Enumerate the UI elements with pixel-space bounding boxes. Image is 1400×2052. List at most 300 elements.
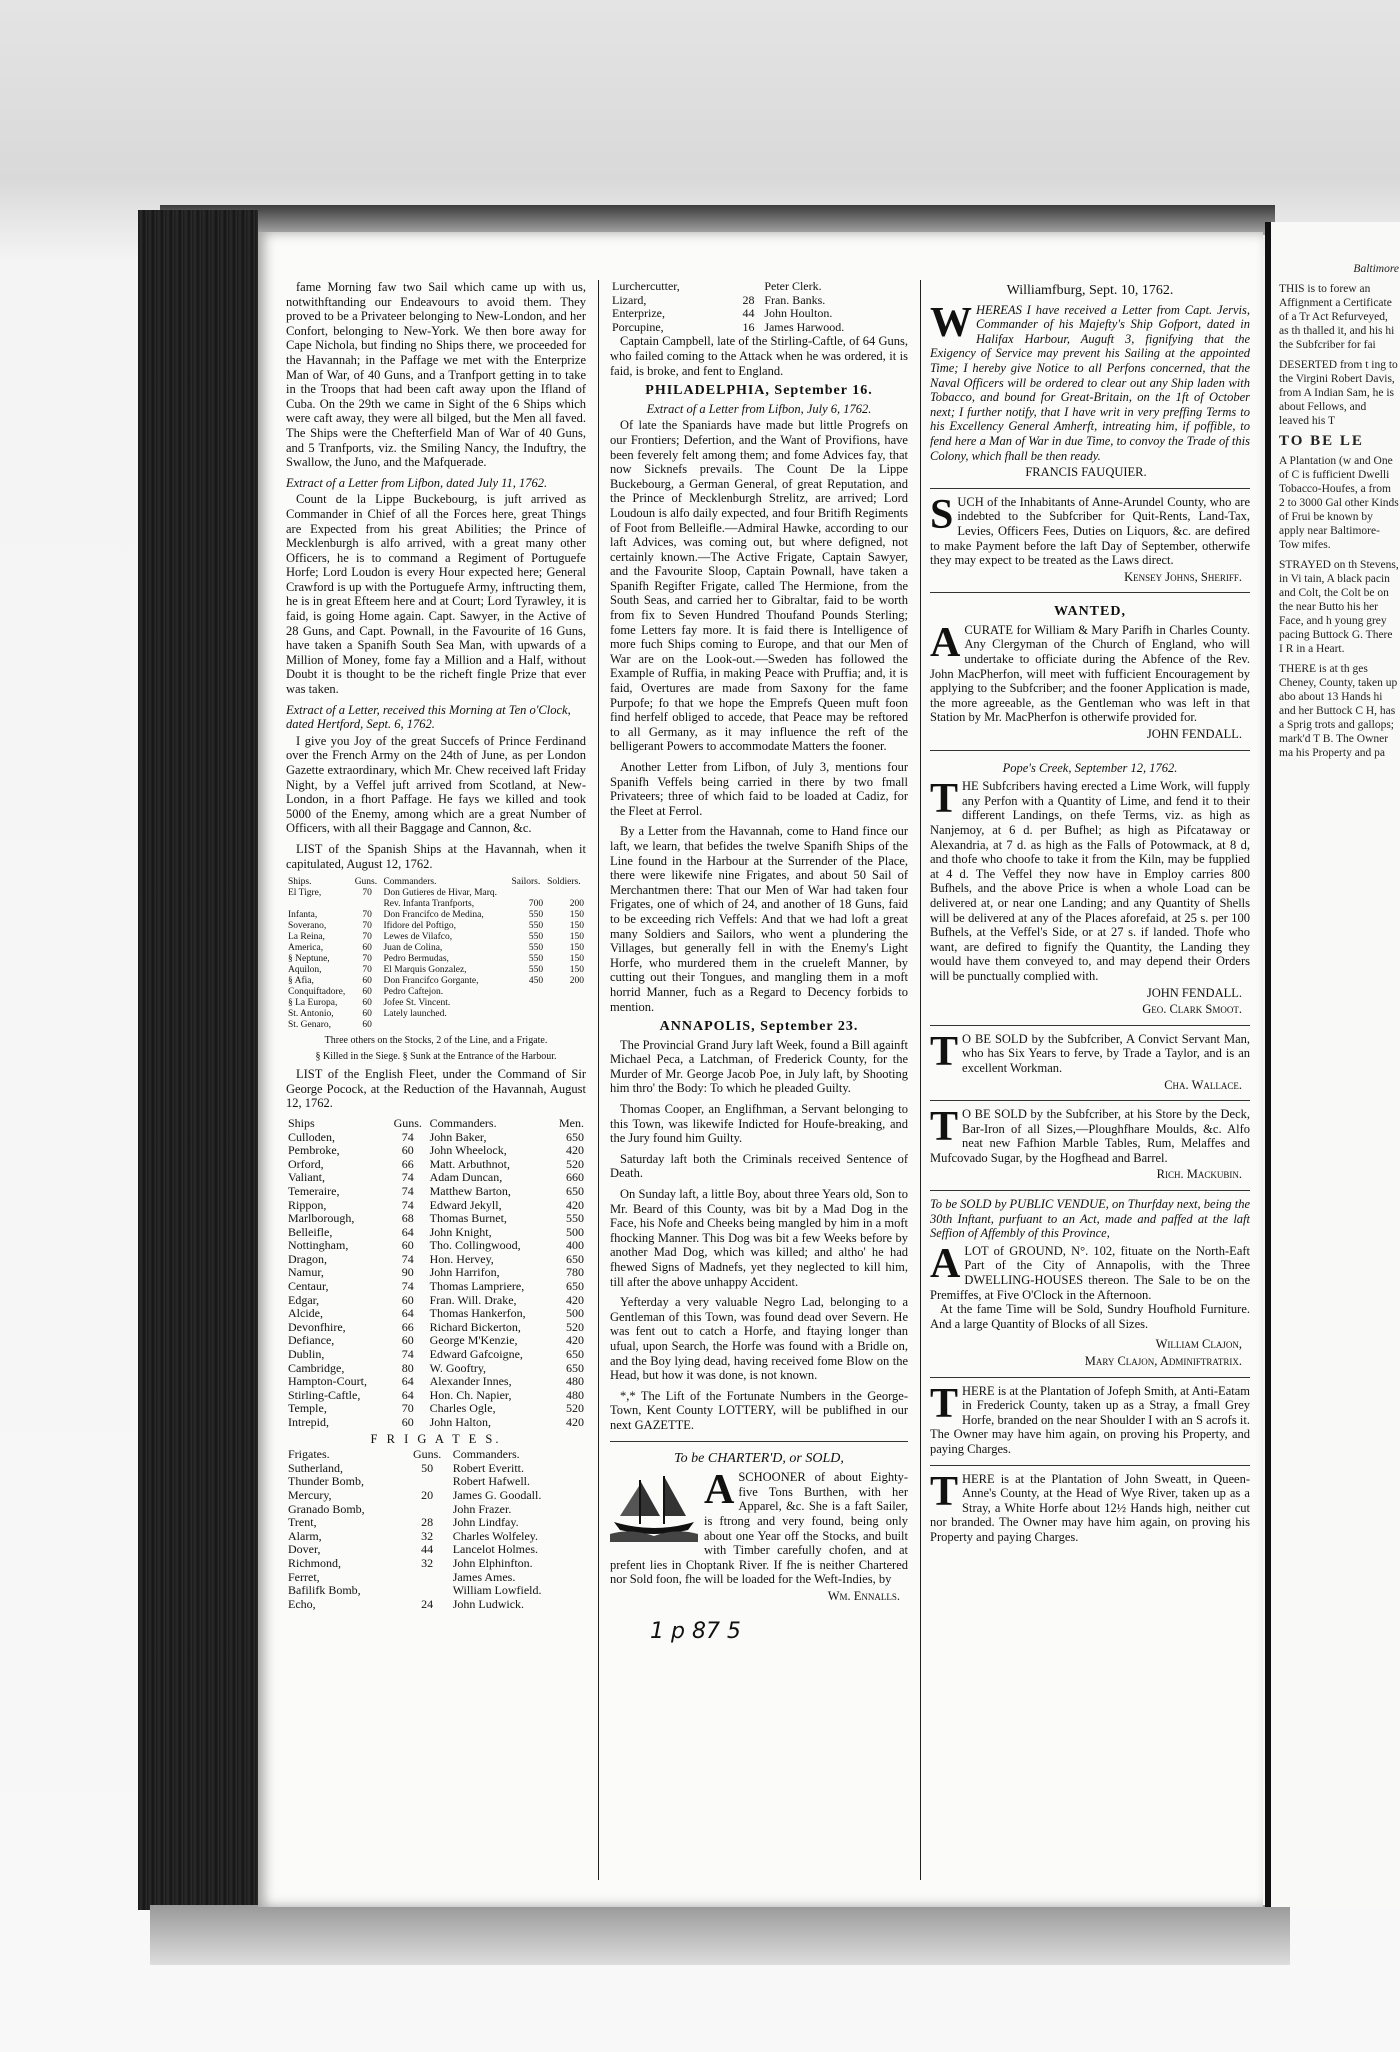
table-cell: 44: [421, 1542, 434, 1557]
frigate-row: [286, 1462, 586, 1476]
english-ship-row: [286, 1416, 586, 1430]
store-advertisement: [930, 1100, 1250, 1182]
proclamation-text: HEREAS I have received a Letter from Capt. Jervis, Commander of his Majefty's Ship Gofport, dated in Halifax Harbour, Auguft 3, fignifying that the Exigency of Service may prevent his Sailing at the appointed Time; I hereby give Notice to all Perfons concerned, that the Naval Officers will be ordered to clear out any Ship laden with Tobacco, and bound for Great-Britain, on the 1ft of October next; I further notify, that I have writ in very preffing Terms to his Excellency General Amherft, intreating him, if poffible, to fend here a Man of War in due Time, to convoy the Trade of this Colony, which fhall be then ready.: [930, 302, 1250, 463]
table-cell: Namur,: [288, 1265, 324, 1280]
table-cell: 64: [401, 1387, 414, 1402]
english-ship-row: [286, 1239, 586, 1253]
table-cell: Fran. Will. Drake,: [429, 1292, 517, 1307]
lisbon-letter-body: Count de la Lippe Buckebourg, is juft arrived as Commander in Chief of all the Forces here, great Things are Expected from his great Abilities; the Prince of Mecklenburgh is alfo arrived, with a great many other Officers, he is to command a Regiment of Portuguefe Horfe; Lord Loudon is every Hour expected here; General Crawford is up with the Portuguefe Army, inftructing them, he is in great Efteem here and at Court; Lord Tyrawley, it is faid, is going Home again. Capt. Sawyer, in the Active of 28 Guns, and Capt. Pownall, in the Favourite of 16 Guns, have taken a Spanifh South Sea Man, with upwards of a Million of Money, fome fay a Million and a Half, without Doubt it is thought to be the richeft fingle Prize that ever was taken.: [286, 492, 586, 697]
table-cell: Centaur,: [288, 1279, 329, 1294]
table-cell: Mercury,: [288, 1487, 332, 1502]
frigate-row: [286, 1543, 586, 1557]
table-cell: Valiant,: [288, 1170, 325, 1185]
table-cell: John Halton,: [429, 1415, 491, 1429]
table-cell: 60: [401, 1292, 414, 1307]
spanish-ship-row: [286, 932, 586, 943]
drop-cap: W: [930, 299, 972, 346]
hertford-letter-heading: Extract of a Letter, received this Morning at Ten o'Clock, dated Hertford, Sept. 6, 1762.: [286, 702, 571, 732]
table-cell: Lurchercutter,: [612, 280, 680, 293]
table-cell: 60: [401, 1333, 414, 1348]
english-ship-row: [286, 1144, 586, 1158]
charter-signature: Wm. Ennalls.: [827, 1588, 900, 1603]
table-cell: 70: [362, 910, 372, 921]
spanish-ship-row: [286, 976, 586, 987]
vendue-heading: To be SOLD by PUBLIC VENDUE, on Thurfday next, being the 30th Inftant, purfuant to an Act, made and paffed at the laft Seffion of Affembly of this Province,: [930, 1197, 1250, 1241]
annapolis-body: Thomas Cooper, an Englifhman, a Servant belonging to this Town, was likewife Indicted for Houfe-breaking, and the Jury found him Guilty.: [610, 1102, 908, 1146]
table-cell: Pedro Caftejon.: [383, 987, 444, 998]
table-cell: James G. Goodall.: [452, 1487, 542, 1502]
table-cell: Ferret,: [288, 1569, 320, 1584]
table-cell: 550: [528, 943, 544, 954]
frigate-row: [286, 1516, 586, 1530]
table-cell: Rev. Infanta Tranfports,: [383, 899, 475, 910]
article-intro: fame Morning faw two Sail which came up with us, notwithftanding our Endeavours to avoid them. They proved to be a Privateer belonging to New-London, and her Confort, belonging to New-York. We then bore away for Cape Nichola, but finding no Ships there, we proceeded for the Havannah; in the Paffage we met with the Enterprize Man of War, of 40 Guns, and a Tranfport getting in to take in the Troops that had been caft away upon the Ifland of Cuba. On the 29th we came in Sight of the 6 Ships which were caft away, they were all bilged, but the Men all faved. The Ships were the Chefterfield Man of War of 40 Guns, and 5 Tranfports, viz. the Smiling Nancy, the Induftry, the Swallow, the Juno, and the Mafquerade.: [286, 280, 586, 470]
spanish-ships-heading: LIST of the Spanish Ships at the Havannah, when it capitulated, August 12, 1762.: [286, 841, 586, 871]
table-cell: Charles Wolfeley.: [452, 1528, 539, 1543]
frigate-row: [286, 1557, 586, 1571]
frigate-row: [286, 1584, 586, 1598]
table-cell: 400: [566, 1238, 584, 1253]
lime-work-signature: Geo. Clark Smoot.: [1142, 1002, 1242, 1017]
table-cell: Aquilon,: [288, 965, 322, 976]
table-cell: Juan de Colina,: [383, 943, 443, 954]
table-cell: 28: [421, 1515, 434, 1530]
english-ship-row: [286, 1199, 586, 1213]
table-cell: 60: [362, 943, 372, 954]
table-cell: 32: [421, 1555, 434, 1570]
table-cell: 520: [566, 1319, 584, 1334]
table-cell: Adam Duncan,: [429, 1170, 503, 1185]
table-cell: [404, 1584, 451, 1598]
table-cell: Trent,: [288, 1515, 317, 1530]
lime-work-advertisement: [930, 750, 1250, 1017]
table-cell: Intrepid,: [288, 1415, 329, 1429]
table-cell: 64: [401, 1374, 414, 1389]
column-header: Soldiers.: [547, 877, 581, 888]
hertford-letter-body: I give you Joy of the great Succefs of Prince Ferdinand over the French Army on the 24th of June, as per London Gazette extraordinary, which Mr. Chew received laft Friday Night, by a Veffel juft arrived from Scotland, at New-London, in a fhort Paffage. He fays we killed and took 5000 of the Enemy, among which are a great Number of Officers, with all their Baggage and Cannon, &c.: [286, 733, 586, 836]
table-cell: Belleifle,: [288, 1224, 333, 1239]
facing-page-heading: TO BE LE: [1279, 433, 1364, 449]
drop-cap: A: [930, 1240, 961, 1287]
table-cell: 700: [528, 899, 544, 910]
spanish-ship-row: [286, 987, 586, 998]
english-fleet-table: [286, 1117, 586, 1430]
table-cell: [509, 998, 545, 1009]
table-cell: John Knight,: [429, 1224, 492, 1239]
table-cell: Dover,: [288, 1542, 321, 1557]
spanish-note: § Killed in the Siege. § Sunk at the Entrance of the Harbour.: [315, 1051, 557, 1063]
table-cell: § Neptune,: [288, 954, 330, 965]
drop-cap: S: [930, 491, 954, 538]
drop-cap: T: [930, 1468, 959, 1515]
campbell-note: Captain Campbell, late of the Stirling-Caftle, of 64 Guns, who failed coming to the Attack when he was ordered, it is faid, is broke, and fent to England.: [610, 334, 908, 378]
vendue-body: [930, 1240, 1250, 1302]
table-cell: John Wheelock,: [429, 1143, 507, 1158]
column-1: [286, 280, 586, 1890]
table-cell: 550: [528, 965, 544, 976]
stray-notice: [930, 1465, 1250, 1545]
table-cell: Defiance,: [288, 1333, 335, 1348]
table-cell: 70: [362, 932, 372, 943]
table-cell: Marlborough,: [288, 1211, 355, 1226]
column-header: Guns.: [354, 877, 378, 888]
table-cell: Thomas Hankerfon,: [429, 1306, 526, 1321]
table-cell: Edward Jekyll,: [429, 1197, 502, 1212]
table-cell: Robert Hafwell.: [452, 1474, 530, 1489]
facing-page-text: [1279, 262, 1399, 766]
table-cell: 520: [566, 1156, 584, 1171]
public-vendue-advertisement: [930, 1190, 1250, 1369]
table-cell: 60: [401, 1143, 414, 1158]
table-cell: [545, 998, 586, 1009]
table-cell: 16: [742, 319, 755, 334]
table-cell: Don Gutieres de Hivar, Marq.: [383, 888, 498, 899]
table-cell: Edward Gafcoigne,: [429, 1347, 523, 1362]
table-cell: 520: [566, 1401, 584, 1416]
table-cell: Richard Bickerton,: [429, 1319, 521, 1334]
table-cell: 28: [742, 292, 755, 307]
table-cell: 150: [569, 965, 584, 976]
table-cell: [353, 899, 382, 910]
table-cell: 420: [566, 1415, 584, 1429]
store-text: O BE SOLD by the Subfcriber, at his Store by the Deck, Bar-Iron of all Sizes,—Ploughfhare Moulds, &c. Alfo neat new Fafhion Marble Tables, Rum, Melaffes and Mufcovado Sugar, by the Hogfhead and Barrel.: [930, 1107, 1250, 1165]
table-cell: Granado Bomb,: [288, 1501, 365, 1516]
spanish-ship-row: [286, 899, 586, 910]
table-cell: [404, 1571, 451, 1585]
table-cell: 74: [401, 1170, 414, 1185]
table-cell: Alcide,: [288, 1306, 323, 1321]
table-cell: Alarm,: [288, 1528, 322, 1543]
facing-page-paragraph: THERE is at th ges Cheney, County, taken up abo about 13 Hands hi and her Buttock C H, has a Sprig trots and gallops; mark'd T B. The Owner ma his Property and pa: [1279, 663, 1398, 759]
table-cell: 150: [569, 932, 584, 943]
table-cell: Matt. Arbuthnot,: [429, 1156, 510, 1171]
spanish-ship-row: [286, 1009, 586, 1020]
table-cell: [509, 888, 545, 899]
table-cell: John Elphinfton.: [452, 1555, 533, 1570]
table-cell: [404, 1503, 451, 1517]
sheriff-notice: [930, 488, 1250, 585]
table-cell: St. Genaro,: [288, 1020, 332, 1031]
table-cell: 420: [566, 1143, 584, 1158]
schooner-woodcut-icon: [610, 1472, 698, 1542]
table-cell: 20: [421, 1487, 434, 1502]
table-cell: Conquiftadore,: [288, 987, 346, 998]
english-ship-row: [286, 1334, 586, 1348]
table-cell: Thomas Lampriere,: [429, 1279, 525, 1294]
table-cell: Edgar,: [288, 1292, 320, 1307]
table-cell: 420: [566, 1292, 584, 1307]
frigate-row: [610, 307, 908, 321]
table-cell: [404, 1475, 451, 1489]
newspaper-page: [258, 232, 1263, 1907]
table-header-row: [286, 1448, 586, 1462]
english-ship-row: [286, 1226, 586, 1240]
english-ship-row: [286, 1280, 586, 1294]
spanish-ship-row: [286, 910, 586, 921]
frigate-row: [286, 1475, 586, 1489]
table-header-row: [286, 1117, 586, 1131]
column-header: Frigates.: [288, 1447, 330, 1462]
book-bottom-edge: [150, 1905, 1290, 1965]
table-cell: 650: [566, 1347, 584, 1362]
table-cell: Don Francifco de Medina,: [383, 910, 484, 921]
table-cell: 90: [401, 1265, 414, 1280]
table-cell: El Tigre,: [288, 888, 322, 899]
table-cell: 60: [362, 1020, 372, 1031]
frigate-row: [610, 280, 908, 294]
lisbon-letter-heading: Extract of a Letter from Lifbon, dated July 11, 1762.: [286, 475, 548, 490]
lime-work-text: HE Subfcribers having erected a Lime Work, will fupply any Perfon with a Quantity of Lime, and fend it to their different Landings, on thefe Terms, viz. as high as Nanjemoy, at 6 d. per Bufhel; as high as Pifcataway or Alexandria, at 7 d. as high as the Falls of Potowmack, at 8 d, and thofe who choofe to take it from the Kiln, may be fupplied at 4 d. The Veffel they now have in Employ carries 800 Bufhels, and the above Price is when a whole Load can be delivered at, or near one Landing; and any Quantity of Shells will be delivered at any of the Places aforefaid, at 25 s. per 100 Bufhels, at the Veffel's Side, or at 27 s. if landed. Thofe who want, are defired to fignify the Quantity, the Landing they would have them conveyed to, and may depend their Orders will be punctually complied with.: [930, 779, 1250, 983]
table-cell: 200: [569, 899, 584, 910]
table-cell: 74: [401, 1129, 414, 1144]
table-cell: 150: [569, 943, 584, 954]
table-cell: El Marquis Gonzalez,: [383, 965, 467, 976]
facing-page-paragraph: DESERTED from t ing to the Virgini Robert Davis, from A Indian Sam, he is about Fellows, and leaved his T: [1279, 359, 1398, 427]
frigate-row: [286, 1530, 586, 1544]
lottery-notice: *,* The Lift of the Fortunate Numbers in the George-Town, Kent County LOTTERY, will be publifhed in our next GAZETTE.: [610, 1388, 908, 1432]
table-cell: James Harwood.: [764, 319, 845, 334]
table-cell: 550: [528, 954, 544, 965]
table-cell: America,: [288, 943, 324, 954]
vendue-body-2: At the fame Time will be Sold, Sundry Houfhold Furniture. And a large Quantity of Blocks of all Sizes.: [930, 1302, 1250, 1331]
drop-cap: A: [704, 1467, 735, 1514]
proclamation-body: [930, 299, 1250, 464]
table-cell: James Ames.: [452, 1569, 516, 1584]
drop-cap: T: [930, 1104, 959, 1151]
english-ship-row: [286, 1294, 586, 1308]
english-ship-row: [286, 1362, 586, 1376]
convict-servant-advertisement: [930, 1025, 1250, 1092]
table-cell: 660: [566, 1170, 584, 1185]
table-cell: [509, 1009, 545, 1020]
table-cell: Hon. Ch. Napier,: [429, 1387, 512, 1402]
table-cell: La Reina,: [288, 932, 325, 943]
vendue-text: LOT of GROUND, N°. 102, fituate on the North-Eaft Part of the City of Annapolis, with the Three DWELLING-HOUSES thereon. The Sale to be on the Premiffes, at Five O'Clock in the Afternoon.: [930, 1243, 1250, 1302]
vendue-signature: Mary Clajon, Adminiftratrix.: [1084, 1354, 1242, 1368]
stray-text: HERE is at the Plantation of Jofeph Smith, at Anti-Eatam in Frederick County, taken up as a Stray, a fmall Grey Horfe, branded on the near Shoulder I with an S acrofs it. The Owner may have him again, on proving his Property, and paying Charges.: [930, 1383, 1250, 1456]
table-cell: 550: [528, 921, 544, 932]
table-cell: Lately launched.: [383, 1009, 447, 1020]
table-cell: John Harrifon,: [429, 1265, 500, 1280]
table-cell: 60: [362, 1009, 372, 1020]
wanted-signature: JOHN FENDALL.: [1146, 727, 1242, 742]
table-cell: 66: [401, 1156, 414, 1171]
book-spine: [138, 210, 258, 1910]
table-cell: Enterprize,: [612, 306, 665, 321]
table-cell: Lancelot Holmes.: [452, 1542, 538, 1557]
sheriff-signature: Kensey Johns, Sheriff.: [1124, 569, 1242, 584]
table-cell: Dragon,: [288, 1251, 327, 1266]
column-3: [930, 280, 1250, 1890]
table-cell: John Houlton.: [764, 306, 833, 321]
table-cell: [545, 987, 586, 998]
frigate-row: [610, 321, 908, 335]
table-cell: Thunder Bomb,: [288, 1474, 364, 1489]
table-cell: [509, 987, 545, 998]
table-cell: 64: [401, 1224, 414, 1239]
philadelphia-dateline: PHILADELPHIA, September 16.: [645, 383, 873, 399]
table-cell: Stirling-Caftle,: [288, 1387, 361, 1402]
table-cell: Temple,: [288, 1401, 327, 1416]
frigate-row: [286, 1489, 586, 1503]
fleet-continuation-table: [610, 280, 908, 334]
english-ship-row: [286, 1321, 586, 1335]
table-cell: [286, 899, 353, 910]
facing-page-paragraph: THIS is to forew an Affignment a Certificate of a Tr Act Refurveyed, as th thalled it, and his hi the Subfcriber for fai: [1279, 283, 1395, 351]
english-ship-row: [286, 1131, 586, 1145]
table-cell: 150: [569, 921, 584, 932]
column-2: [610, 280, 908, 1890]
english-ship-row: [286, 1158, 586, 1172]
annapolis-body: On Sunday laft, a little Boy, about three Years old, Son to Mr. Beard of this County, was bit by a Mad Dog in the Face, his Nofe and Cheeks being mangled by him in a moft fhocking Manner. This Dog was bit a few Weeks before by another Mad Dog, which was killed; and altho' he had fhewed Signs of Madnefs, yet they neglected to kill him, till after the above unhappy Accident.: [610, 1187, 908, 1289]
table-cell: St. Antonio,: [288, 1009, 334, 1020]
drop-cap: T: [930, 1380, 959, 1427]
table-cell: Orford,: [288, 1156, 324, 1171]
frigate-row: [286, 1598, 586, 1612]
table-cell: John Baker,: [429, 1129, 487, 1144]
table-cell: 550: [566, 1211, 584, 1226]
table-cell: Ifidore del Poftigo,: [383, 921, 457, 932]
wanted-text: CURATE for William & Mary Parifh in Charles County. Any Clergyman of the Church of England, who will undertake to officiate during the Abfence of the Rev. John MacPherfon, will meet with fufficient Encouragement by applying to the Subfcriber; and the fooner Application is made, the more agreeable, as the Gentleman who was left in that Station by Mr. MacPherfon is otherwife provided for.: [930, 622, 1250, 725]
column-rule: [598, 280, 599, 1880]
table-cell: Culloden,: [288, 1129, 335, 1144]
table-cell: Rippon,: [288, 1197, 327, 1212]
table-cell: [735, 280, 763, 294]
charter-advertisement: [610, 1441, 908, 1645]
table-cell: 60: [362, 998, 372, 1009]
table-cell: 60: [362, 976, 372, 987]
spanish-ship-row: [286, 954, 586, 965]
table-cell: Nottingham,: [288, 1238, 349, 1253]
table-cell: 70: [362, 954, 372, 965]
table-cell: Temeraire,: [288, 1183, 340, 1198]
table-cell: Thomas Burnet,: [429, 1211, 507, 1226]
convict-text: O BE SOLD by the Subfcriber, A Convict Servant Man, who has Six Years to ferve, by Trade a Taylor, and is an excellent Workman.: [962, 1031, 1250, 1075]
table-cell: Fran. Banks.: [764, 292, 826, 307]
table-cell: [509, 1020, 545, 1031]
philadelphia-body: By a Letter from the Havannah, come to Hand fince our laft, we learn, that befides the twelve Spanifh Ships of the Line found in the Harbour at the Surrender of the Place, there were likewife nine Frigates, and about 50 Sail of Merchantmen there: That our Men of War had taken four Frigates, one of which of 24, and another of 18 Guns, faid to be exceeding rich Veffels: And that we had loft a great many Soldiers and Sailors, who went a plundering the Villages, but generally fell in with the Enemy's Light Horfe, who murdered them in the crueleft Manner, by cutting out their Tongues, and mangling them in a moft horrid Manner, fuch as a Regard to Decency forbids to mention.: [610, 824, 908, 1014]
column-header: Ships: [288, 1115, 315, 1130]
table-cell: 480: [566, 1387, 584, 1402]
spanish-note: Three others on the Stocks, 2 of the Line, and a Frigate.: [324, 1035, 548, 1047]
frigate-row: [610, 294, 908, 308]
table-cell: Peter Clerk.: [764, 280, 822, 293]
table-cell: Cambridge,: [288, 1360, 345, 1375]
spanish-ship-row: [286, 1020, 586, 1031]
table-cell: 68: [401, 1211, 414, 1226]
table-cell: Charles Ogle,: [429, 1401, 496, 1416]
column-header: Commanders.: [429, 1115, 497, 1130]
english-ship-row: [286, 1171, 586, 1185]
williamsburg-dateline: Williamfburg, Sept. 10, 1762.: [1006, 283, 1174, 298]
table-cell: 60: [401, 1415, 414, 1429]
table-cell: Lewes de Vilafco,: [383, 932, 453, 943]
english-ship-row: [286, 1266, 586, 1280]
table-cell: 64: [401, 1306, 414, 1321]
table-cell: [545, 888, 586, 899]
table-cell: 550: [528, 932, 544, 943]
table-cell: Jofee St. Vincent.: [383, 998, 451, 1009]
annapolis-body: Saturday laft both the Criminals received Sentence of Death.: [610, 1151, 908, 1181]
table-cell: 420: [566, 1197, 584, 1212]
wanted-advertisement: [930, 592, 1250, 741]
table-cell: 200: [569, 976, 584, 987]
frigate-row: [286, 1503, 586, 1517]
spanish-ship-row: [286, 965, 586, 976]
annapolis-body: The Provincial Grand Jury laft Week, found a Bill againft Michael Peca, a Latchman, of Frederick County, for the Murder of Mr. George Jacob Poe, in July laft, by Shooting him thro' the Body: To which he pleaded Guilty.: [610, 1037, 908, 1096]
table-cell: 60: [362, 987, 372, 998]
table-cell: 24: [421, 1596, 434, 1611]
table-cell: Alexander Innes,: [429, 1374, 512, 1389]
column-header: Sailors.: [511, 877, 541, 888]
table-cell: Tho. Collingwood,: [429, 1238, 521, 1253]
stray-text: HERE is at the Plantation of John Sweatt, in Queen-Anne's County, at the Head of Wye River, taken up as a Stray, a White Horfe about 12½ Hands high, neither cut nor branded. The Owner may have him again, on proving his Property and paying Charges.: [930, 1471, 1250, 1544]
table-cell: 70: [362, 965, 372, 976]
stray-notice: [930, 1377, 1250, 1457]
english-ship-row: [286, 1348, 586, 1362]
table-cell: § La Europa,: [288, 998, 338, 1009]
table-cell: 650: [566, 1251, 584, 1266]
philadelphia-body: Another Letter from Lifbon, of July 3, mentions four Spanifh Veffels being carried in there by two fmall Privateers; three of which faid to be loaded at Cadiz, for the Fleet at Ferrol.: [610, 760, 908, 818]
english-fleet-heading: LIST of the English Fleet, under the Command of Sir George Pocock, at the Reduction of the Havannah, August 12, 1762.: [286, 1067, 586, 1111]
table-cell: 780: [566, 1265, 584, 1280]
spanish-ship-row: [286, 888, 586, 899]
table-cell: Echo,: [288, 1596, 316, 1611]
table-cell: Porcupine,: [612, 319, 664, 334]
table-cell: 420: [566, 1333, 584, 1348]
table-cell: William Lowfield.: [452, 1583, 542, 1598]
table-cell: 480: [566, 1374, 584, 1389]
convict-signature: Cha. Wallace.: [1164, 1077, 1242, 1092]
table-cell: John Frazer.: [452, 1501, 512, 1516]
table-cell: 32: [421, 1528, 434, 1543]
english-ship-row: [286, 1185, 586, 1199]
table-cell: Pedro Bermudas,: [383, 954, 449, 965]
table-cell: Soverano,: [288, 921, 327, 932]
table-cell: 70: [401, 1401, 414, 1416]
facing-page-paragraph: STRAYED on th Stevens, in Vi tain, A black pacin and Colt, the Colt be on the near Butto his her Face, and h young grey pacing Buttock G. There I R in a Heart.: [1279, 559, 1399, 655]
table-cell: John Ludwick.: [452, 1596, 525, 1611]
table-cell: 74: [401, 1251, 414, 1266]
column-header: Guns.: [393, 1115, 422, 1130]
sheriff-text: UCH of the Inhabitants of Anne-Arundel County, who are indebted to the Subfcriber for Quit-Rents, Land-Tax, Levies, Officers Fees, Duties on Liquors, &c. are defired to make Payment before the laft Day of September, otherwife they may expect to be treated as the Laws direct.: [930, 494, 1250, 568]
table-cell: [545, 1020, 586, 1031]
table-cell: 80: [401, 1360, 414, 1375]
facing-page: [1265, 222, 1400, 1907]
table-cell: 500: [566, 1306, 584, 1321]
charter-heading: To be CHARTER'D, or SOLD,: [674, 1450, 844, 1466]
column-rule: [920, 280, 921, 1880]
table-cell: Dublin,: [288, 1347, 325, 1362]
column-header: Commanders.: [383, 877, 437, 888]
table-cell: 74: [401, 1183, 414, 1198]
english-ship-row: [286, 1307, 586, 1321]
table-cell: 70: [362, 921, 372, 932]
english-ship-row: [286, 1253, 586, 1267]
table-cell: W. Gooftry,: [429, 1360, 487, 1375]
table-cell: [545, 1009, 586, 1020]
stray-body: [930, 1468, 1250, 1545]
frigate-row: [286, 1571, 586, 1585]
table-cell: Richmond,: [288, 1555, 341, 1570]
book-top-edge: [160, 205, 1275, 235]
table-cell: 74: [401, 1197, 414, 1212]
table-cell: 44: [742, 306, 755, 321]
table-cell: 650: [566, 1279, 584, 1294]
column-header: Guns.: [412, 1447, 442, 1462]
table-cell: 74: [401, 1347, 414, 1362]
column-header: Ships.: [288, 877, 312, 888]
